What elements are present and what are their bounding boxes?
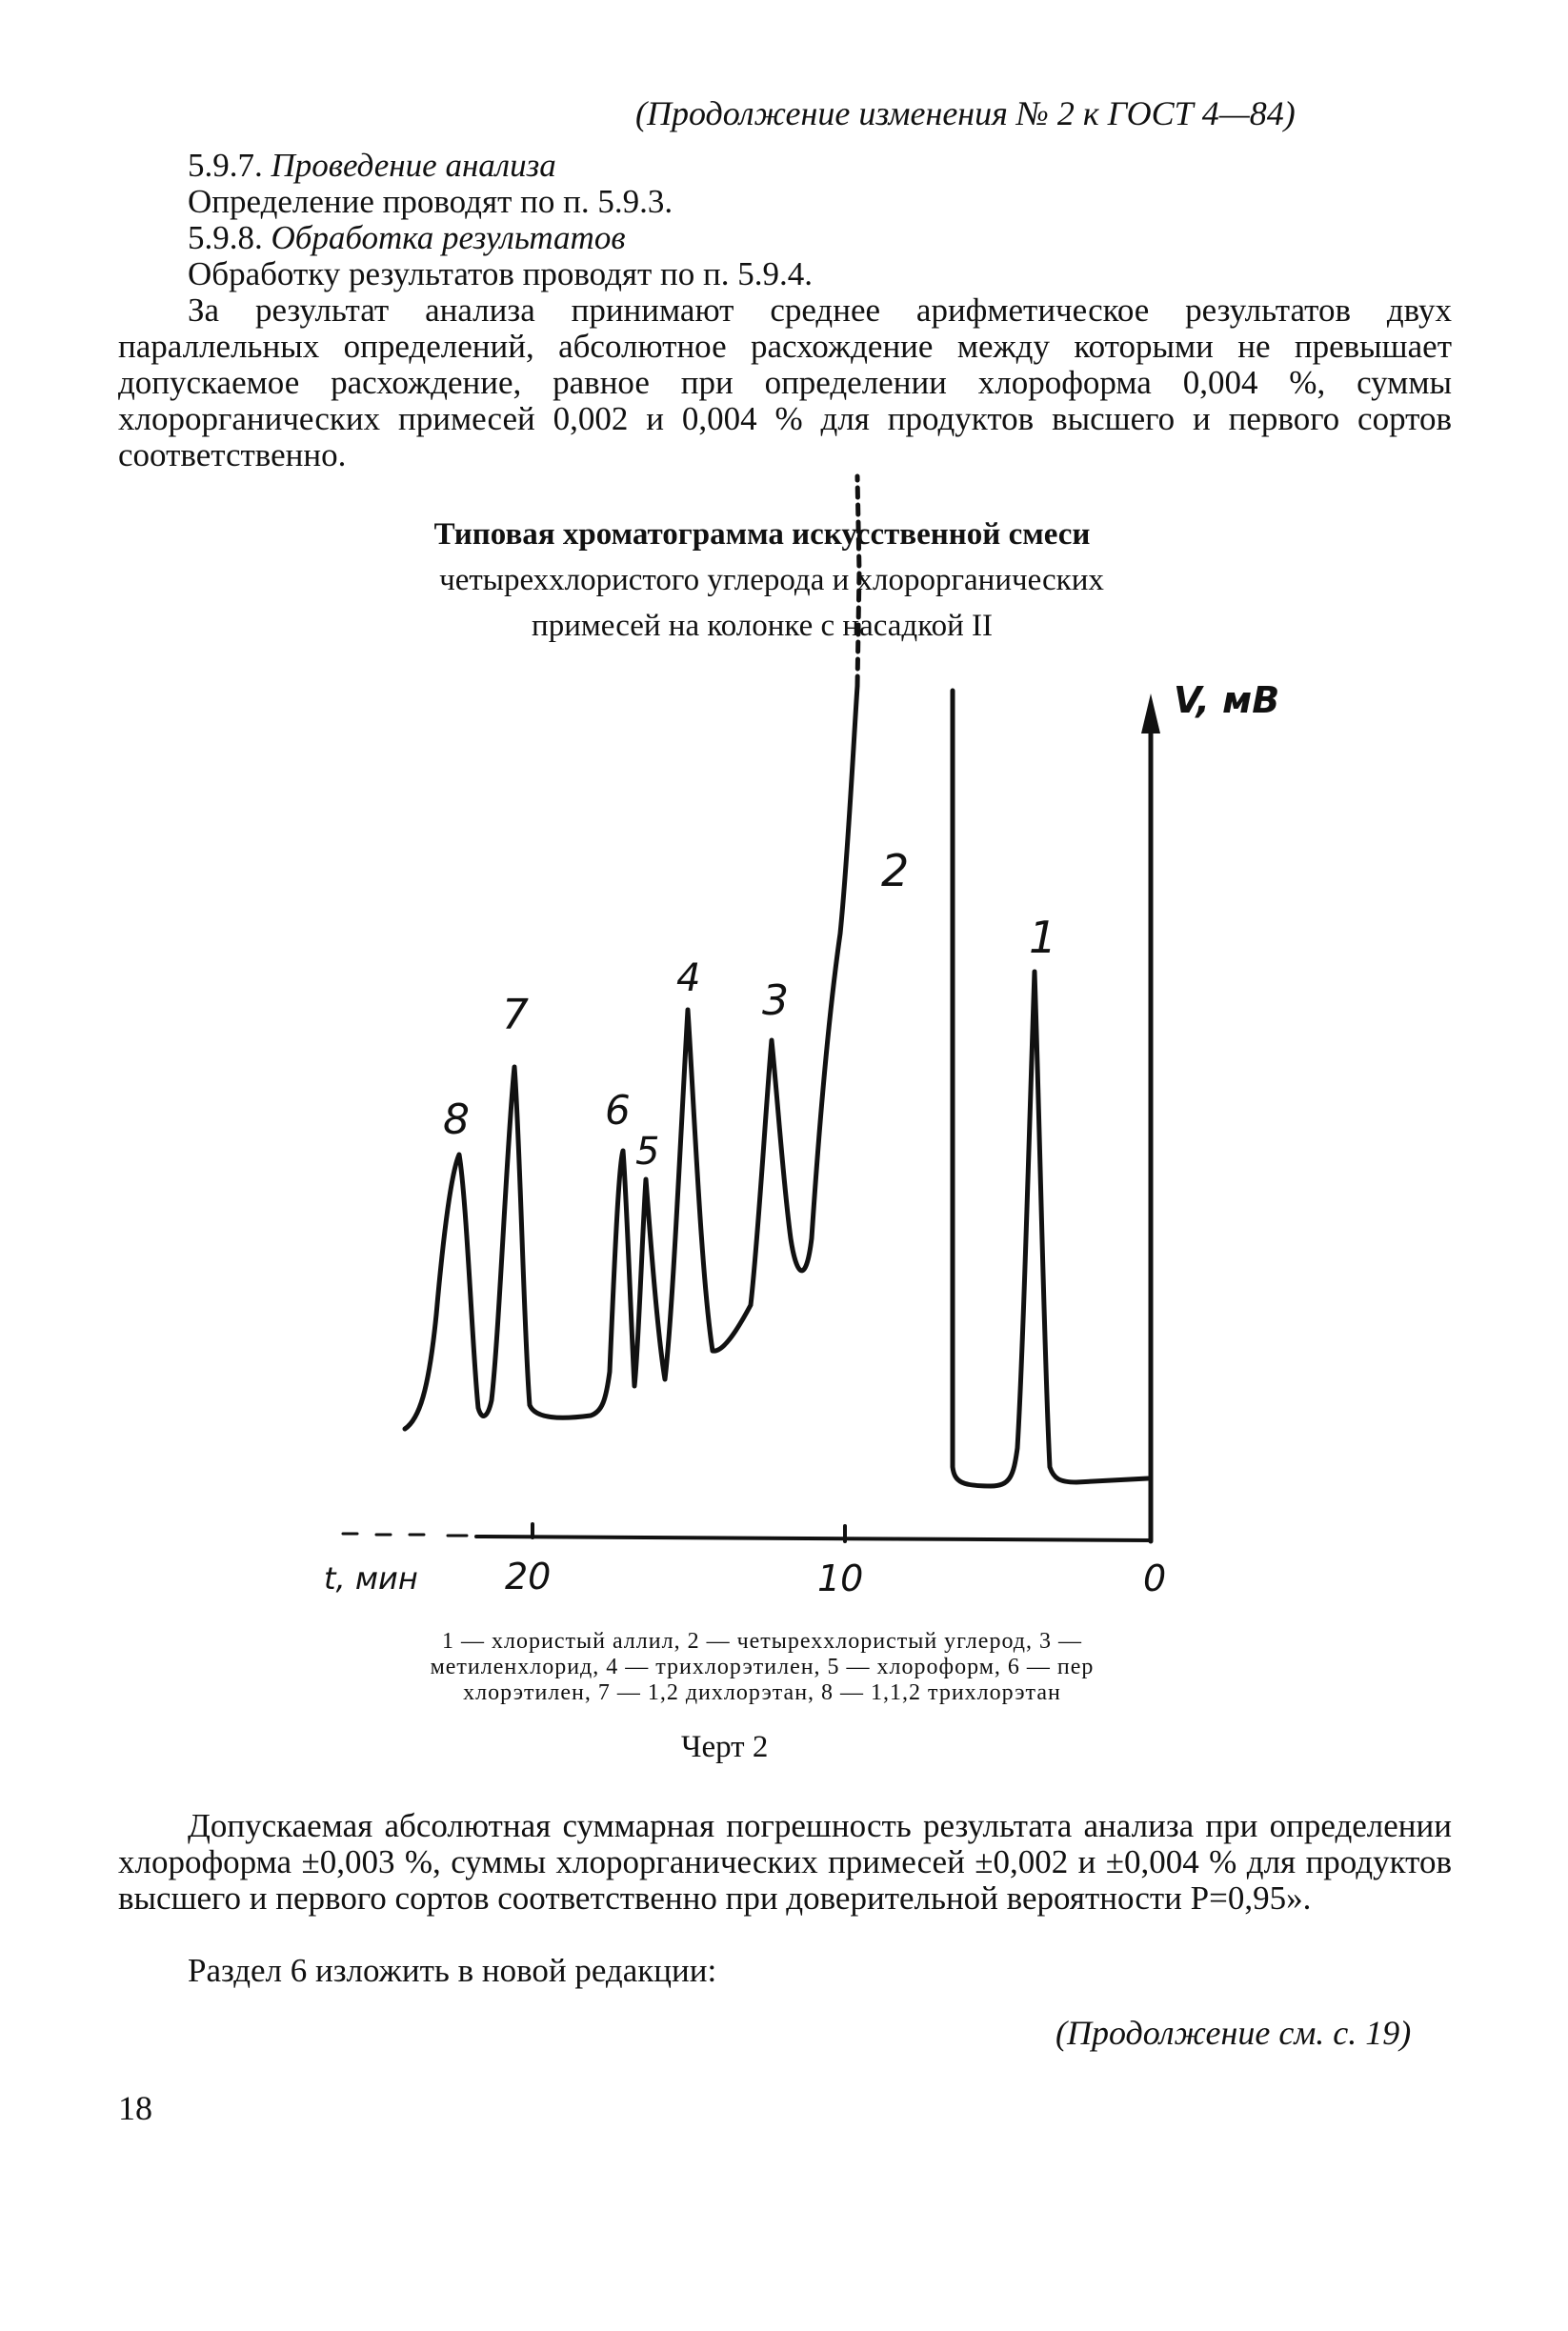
page-number: 18 xyxy=(118,2089,152,2127)
peak-label-2: 2 xyxy=(881,845,910,896)
x-tick-label-0: 0 xyxy=(1143,1557,1167,1599)
x-axis-label: t, мин xyxy=(324,1560,418,1597)
y-axis-label: V, мВ xyxy=(1174,679,1280,721)
x-tick-label-10: 10 xyxy=(817,1557,864,1599)
continuation-footer: (Продолжение см. с. 19) xyxy=(1055,2014,1412,2052)
peak-label-7: 7 xyxy=(502,991,529,1039)
legend-line-2: метиленхлорид, 4 — трихлорэтилен, 5 — хлороформ, 6 — пер xyxy=(430,1655,1095,1679)
peak-label-3: 3 xyxy=(762,976,789,1025)
section-6-instruction: Раздел 6 изложить в новой редакции: xyxy=(188,1952,717,1989)
section-5-9-8-text: Обработку результатов проводят по п. 5.9.4. xyxy=(188,255,814,292)
section-title: Проведение анализа xyxy=(271,147,556,184)
figure-title-line-2: четыреххлористого углерода и хлорорганических xyxy=(439,563,1104,597)
figure-title-line-1: Типовая хроматограмма искусственной смеси xyxy=(433,517,1091,552)
section-5-9-7-text: Определение проводят по п. 5.9.3. xyxy=(188,183,673,220)
peak-label-5: 5 xyxy=(635,1130,660,1174)
x-axis-line xyxy=(476,1537,1151,1540)
result-paragraph: За результат анализа принимают среднее арифметическое результатов двух параллельных определений, абсолютное расхождение между которыми не превышает допускаемое расхождение, равное при определении хлороформа 0,004 %, суммы хлорорганических примесей 0,002 и 0,004 % для продуктов высшего и первого сортов соответственно. xyxy=(118,291,1452,473)
error-paragraph: Допускаемая абсолютная суммарная погрешность результата анализа при определении хлороформа ±0,003 %, суммы хлорорганических примесей ±0,002 и ±0,004 % для продуктов высшего и первого сортов соответственно при доверительной вероятности P=0,95». xyxy=(118,1807,1452,1917)
figure-title-line-3: примесей на колонке с насадкой II xyxy=(532,609,993,643)
peak-label-8: 8 xyxy=(443,1095,470,1144)
peak-label-1: 1 xyxy=(1029,912,1057,963)
x-tick-label-20: 20 xyxy=(505,1556,552,1598)
peak-2-rise-dashed xyxy=(857,476,859,686)
figure-caption: Черт 2 xyxy=(681,1730,769,1764)
section-title: Обработка результатов xyxy=(271,219,626,256)
x-axis-dashes xyxy=(343,1534,467,1536)
section-number: 5.9.7. xyxy=(188,147,263,184)
y-axis-arrow-icon xyxy=(1141,693,1160,733)
continuation-header: (Продолжение изменения № 2 к ГОСТ 4—84) xyxy=(635,94,1296,132)
chromatogram-trace-left xyxy=(405,686,857,1429)
section-number: 5.9.8. xyxy=(188,219,263,256)
peak-label-6: 6 xyxy=(605,1087,631,1134)
chromatogram-trace-right xyxy=(953,691,1148,1486)
legend-line-1: 1 — хлористый аллил, 2 — четыреххлористый углерод, 3 — xyxy=(442,1629,1082,1654)
peak-label-4: 4 xyxy=(676,956,701,1000)
legend-line-3: хлорэтилен, 7 — 1,2 дихлорэтан, 8 — 1,1,2 трихлорэтан xyxy=(463,1680,1061,1705)
